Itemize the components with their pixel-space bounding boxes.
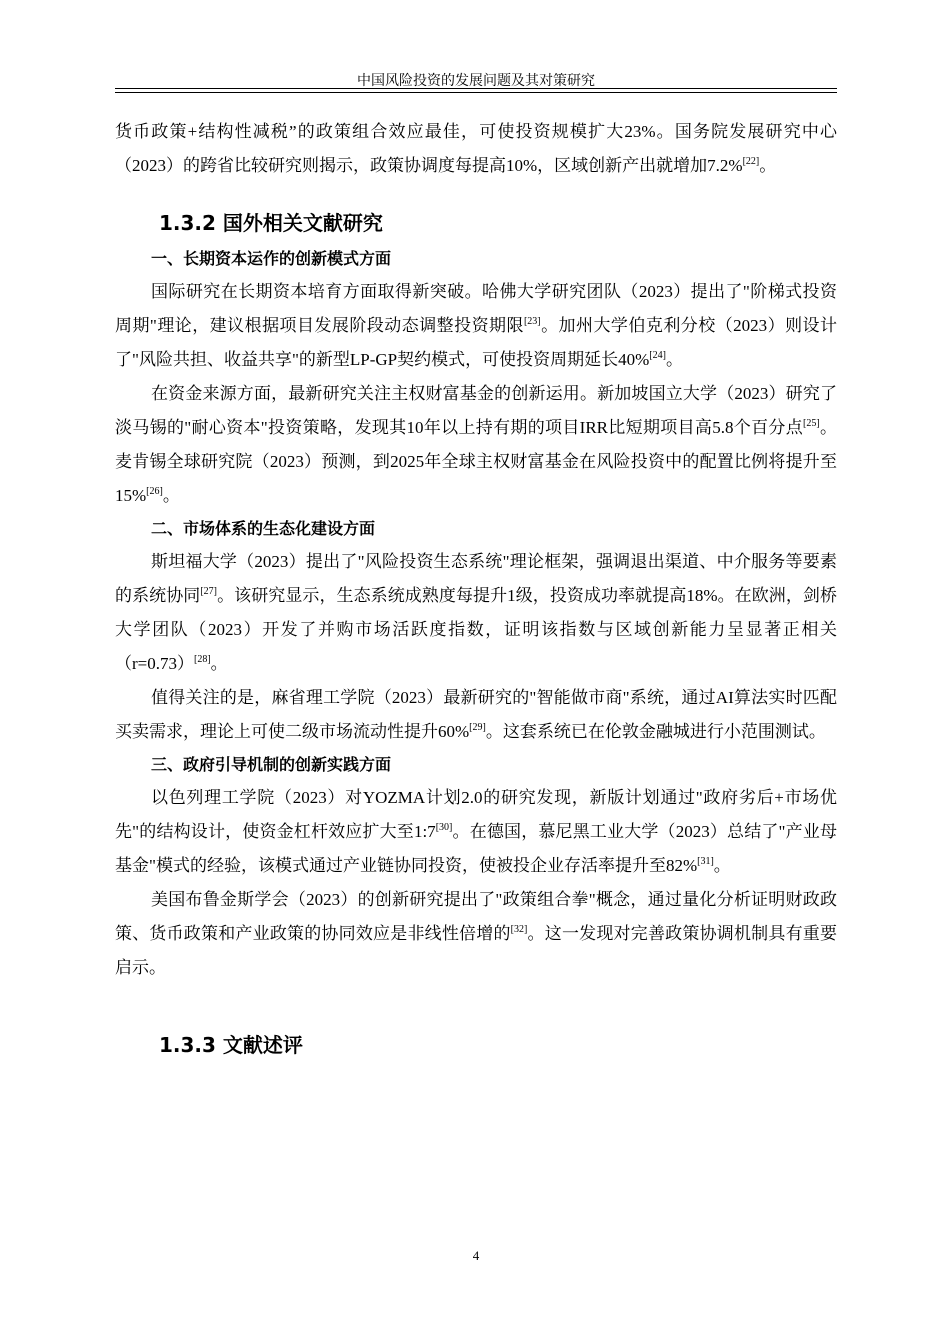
section-heading-1-3-3: 1.3.3 文献述评 xyxy=(159,1033,303,1057)
citation: [28] xyxy=(194,654,211,665)
subsection-heading-government-guidance: 三、政府引导机制的创新实践方面 xyxy=(151,755,392,774)
intro-paragraph: 货币政策+结构性减税”的政策组合效应最佳，可使投资规模扩大23%。国务院发展研究中心（2023）的跨省比较研究则揭示，政策协调度每提高10%，区域创新产出就增加7.2%[22]。 xyxy=(115,122,837,175)
subsection-heading-market-ecosystem: 二、市场体系的生态化建设方面 xyxy=(151,519,376,538)
citation: [31] xyxy=(697,856,714,867)
header-rule xyxy=(115,88,837,89)
citation: [32] xyxy=(510,924,528,935)
page-body xyxy=(115,115,837,1065)
header-rule-thin xyxy=(115,92,837,93)
citation: [25] xyxy=(803,418,820,429)
paragraph: 国际研究在长期资本培育方面取得新突破。哈佛大学研究团队（2023）提出了"阶梯式投资周期"理论，建议根据项目发展阶段动态调整投资期限[23]。加州大学伯克利分校（2023）则设计了"风险共担、收益共享"的新型LP-GP契约模式，可使投资周期延长40%[24]。 xyxy=(115,282,837,369)
citation: [29] xyxy=(469,722,486,733)
paragraph: 值得关注的是，麻省理工学院（2023）最新研究的"智能做市商"系统，通过AI算法实时匹配买卖需求，理论上可使二级市场流动性提升60%[29]。这套系统已在伦敦金融城进行小范围测试。 xyxy=(115,688,837,741)
citation: [30] xyxy=(435,822,453,833)
citation: [22] xyxy=(742,156,760,167)
paragraph: 美国布鲁金斯学会（2023）的创新研究提出了"政策组合拳"概念，通过量化分析证明财政政策、货币政策和产业政策的协同效应是非线性倍增的[32]。这一发现对完善政策协调机制具有重要启示。 xyxy=(115,890,837,977)
paragraph: 以色列理工学院（2023）对YOZMA计划2.0的研究发现，新版计划通过"政府劣后+市场优先"的结构设计，使资金杠杆效应扩大至1:7[30]。在德国，慕尼黑工业大学（2023）总结了"产业母基金"模式的经验，该模式通过产业链协同投资，使被投企业存活率提升至82%[31]。 xyxy=(115,788,837,875)
running-header: 中国风险投资的发展问题及其对策研究 xyxy=(357,74,595,89)
citation: [27] xyxy=(200,586,217,597)
page-number: 4 xyxy=(472,1248,480,1263)
citation: [24] xyxy=(649,350,666,361)
paragraph: 在资金来源方面，最新研究关注主权财富基金的创新运用。新加坡国立大学（2023）研究了淡马锡的"耐心资本"投资策略，发现其10年以上持有期的项目IRR比短期项目高5.8个百分点[25]。麦肯锡全球研究院（2023）预测，到2025年全球主权财富基金在风险投资中的配置比例将提升至15%[26]。 xyxy=(115,384,838,505)
citation: [26] xyxy=(146,486,163,497)
paragraph: 斯坦福大学（2023）提出了"风险投资生态系统"理论框架，强调退出渠道、中介服务等要素的系统协同[27]。该研究显示，生态系统成熟度每提升1级，投资成功率就提高18%。在欧洲，剑桥大学团队（2023）开发了并购市场活跃度指数，证明该指数与区域创新能力呈显著正相关（r=0.73）[28]。 xyxy=(115,552,837,673)
citation: [23] xyxy=(523,316,541,327)
subsection-heading-long-term-capital: 一、长期资本运作的创新模式方面 xyxy=(151,249,392,268)
section-heading-1-3-2: 1.3.2 国外相关文献研究 xyxy=(159,211,383,235)
